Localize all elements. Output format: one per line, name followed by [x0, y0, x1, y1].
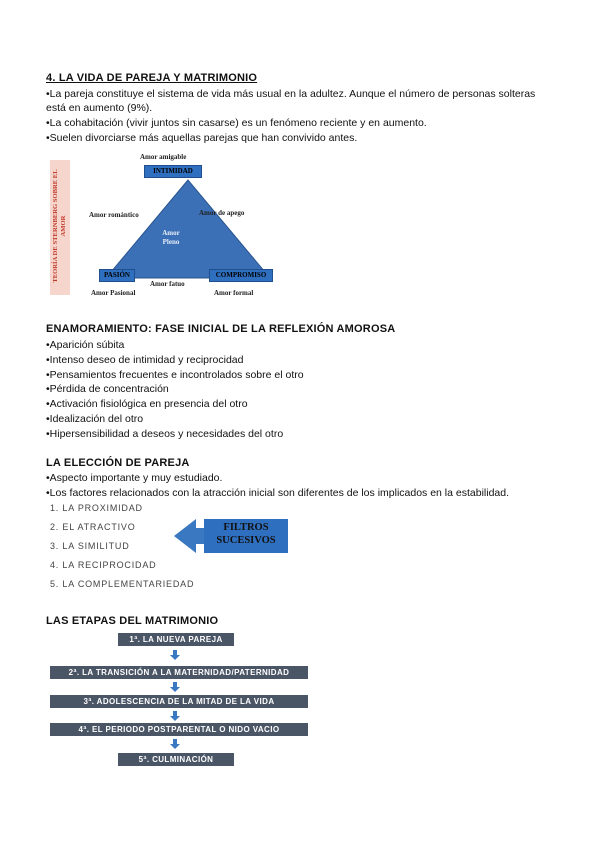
down-arrow-icon: [170, 711, 180, 721]
filter-item: 2. EL ATRACTIVO: [50, 522, 136, 532]
enamoramiento-bullet: •Pensamientos frecuentes e incontrolados sobre el otro: [46, 369, 304, 381]
stage-3: 3ª. ADOLESCENCIA DE LA MITAD DE LA VIDA: [50, 695, 308, 708]
enamoramiento-bullet: •Idealización del otro: [46, 413, 144, 425]
eleccion-bullet: •Los factores relacionados con la atracción inicial son diferentes de los implicados en la estabilidad.: [46, 487, 510, 499]
stage-4: 4ª. EL PERIODO POSTPARENTAL O NIDO VACIO: [50, 723, 308, 736]
filter-item: 3. LA SIMILITUD: [50, 541, 130, 551]
filter-item: 4. LA RECIPROCIDAD: [50, 560, 157, 570]
enamoramiento-bullet: •Aparición súbita: [46, 339, 125, 351]
bullet-cohabitacion: •La cohabitación (vivir juntos sin casarse) es un fenómeno reciente y en aumento.: [46, 117, 427, 129]
down-arrow-icon: [170, 650, 180, 660]
filtros-sucesivos-callout: FILTROS SUCESIVOS: [216, 522, 276, 546]
section-title-eleccion: LA ELECCIÓN DE PAREJA: [46, 457, 190, 469]
enamoramiento-bullet: •Pérdida de concentración: [46, 383, 169, 395]
sternberg-figure: [48, 150, 288, 300]
filter-item: 5. LA COMPLEMENTARIEDAD: [50, 579, 195, 589]
eleccion-bullet: •Aspecto importante y muy estudiado.: [46, 472, 223, 484]
stage-2: 2ª. LA TRANSICIÓN A LA MATERNIDAD/PATERNIDAD: [50, 666, 308, 679]
stage-1: 1ª. LA NUEVA PAREJA: [118, 633, 234, 646]
enamoramiento-bullet: •Activación fisiológica en presencia del otro: [46, 398, 248, 410]
intimidad-box: INTIMIDAD: [144, 165, 202, 178]
compromiso-box: COMPROMISO: [209, 269, 273, 282]
right-side-label: Amor de apego: [199, 209, 245, 217]
bullet-divorcio: •Suelen divorciarse más aquellas parejas que han convivido antes.: [46, 132, 358, 144]
side-bar-label: TEORÍA DE STERNBERG SOBRE EL AMOR: [52, 169, 67, 283]
love-triangle: [98, 174, 278, 284]
bullet-pareja-sistema: •La pareja constituye el sistema de vida más usual en la adultez. Aunque el número de personas solteras está en aumento (9%).: [46, 88, 536, 114]
bottom-right-caption: Amor formal: [214, 289, 254, 297]
section-title-etapas: LAS ETAPAS DEL MATRIMONIO: [46, 615, 219, 627]
down-arrow-icon: [170, 739, 180, 749]
pasion-box: PASIÓN: [99, 269, 135, 282]
center-label: Amor Pleno: [162, 229, 180, 246]
filter-item: 1. LA PROXIMIDAD: [50, 503, 143, 513]
top-caption: Amor amigable: [140, 153, 187, 161]
triangle-shape: [106, 180, 270, 278]
stage-5: 5ª. CULMINACIÓN: [118, 753, 234, 766]
down-arrow-icon: [170, 682, 180, 692]
enamoramiento-bullet: •Intenso deseo de intimidad y reciprocidad: [46, 354, 244, 366]
left-side-label: Amor romántico: [89, 211, 139, 219]
bottom-center-label: Amor fatuo: [150, 280, 185, 288]
bottom-left-caption: Amor Pasional: [91, 289, 136, 297]
section-title-vida-pareja: 4. LA VIDA DE PAREJA Y MATRIMONIO: [46, 72, 258, 84]
side-bar: [50, 160, 70, 295]
enamoramiento-bullet: •Hipersensibilidad a deseos y necesidades del otro: [46, 428, 284, 440]
section-title-enamoramiento: ENAMORAMIENTO: FASE INICIAL DE LA REFLEXIÓN AMOROSA: [46, 323, 396, 335]
